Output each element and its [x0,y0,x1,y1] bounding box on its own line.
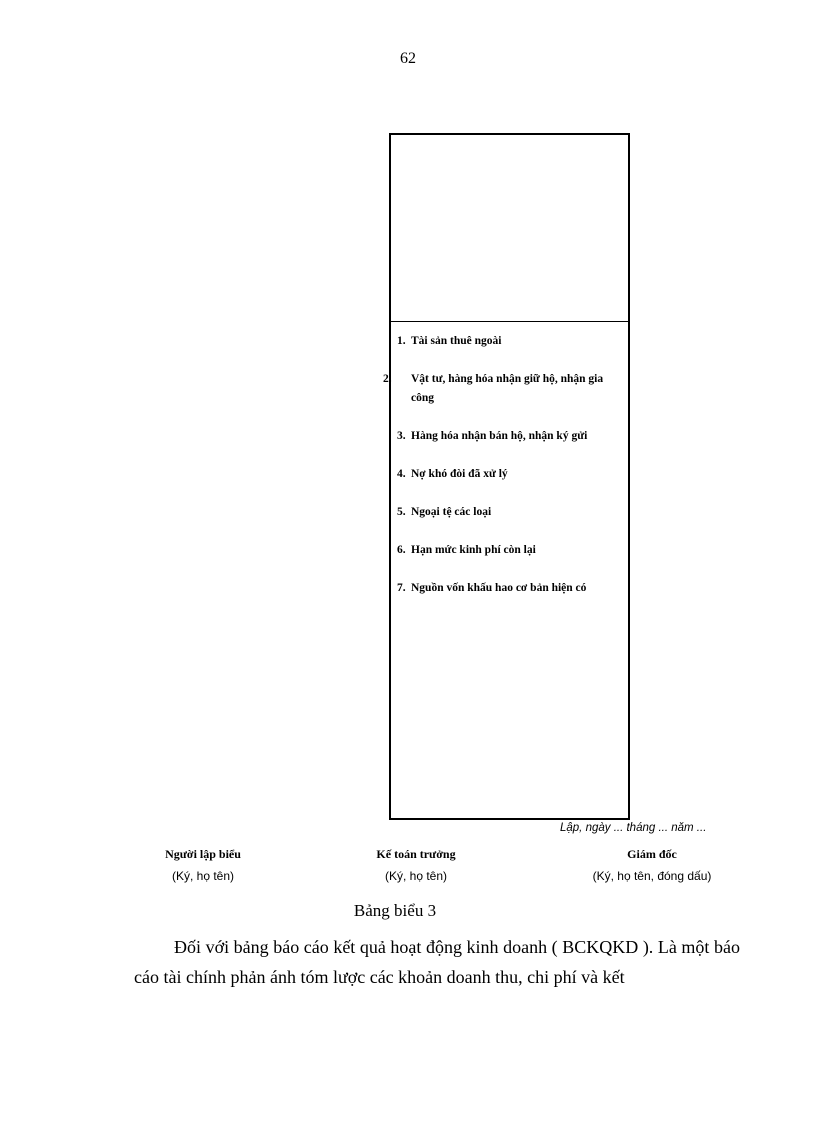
signature-director [552,845,752,885]
signature-role: Người lập biểu [165,847,241,861]
table-item: 7. Nguồn vốn khấu hao cơ bản hiện có [397,582,587,594]
table-item: 4. Nợ khó đòi đã xử lý [397,468,508,480]
table-item-list [383,322,628,598]
signature-note: (Ký, họ tên, đóng dấu) [592,869,712,883]
table-item: 5. Ngoại tệ các loại [397,506,492,518]
signature-preparer [103,845,303,885]
table-header-cell [391,135,628,322]
body-paragraph: Đối với bảng báo cáo kết quả hoạt động kinh doanh ( BCKQKD ). Là một báo cáo tài chính phản ánh tóm lược các khoản doanh thu, chi phí và kết [134,937,740,987]
signature-note: (Ký, họ tên) [384,869,448,883]
signature-role: Giám đốc [627,847,677,861]
table-item: 2. Vật tư, hàng hóa nhận giữ hộ, nhận gia công [383,373,604,404]
table-item: 6. Hạn mức kinh phí còn lại [397,544,536,556]
off-balance-sheet-table [383,133,630,820]
table-item: 3. Hàng hóa nhận bán hộ, nhận ký gửi [397,430,588,442]
signature-role: Kế toán trưởng [376,847,456,861]
table-caption: Bảng biểu 3 [353,901,437,920]
table-item: 1. Tài sản thuê ngoài [397,335,502,347]
signature-chief-accountant [316,845,516,885]
date-line: Lập, ngày ... tháng ... năm ... [560,822,707,834]
signature-note: (Ký, họ tên) [171,869,235,883]
page-number: 62 [400,50,416,67]
